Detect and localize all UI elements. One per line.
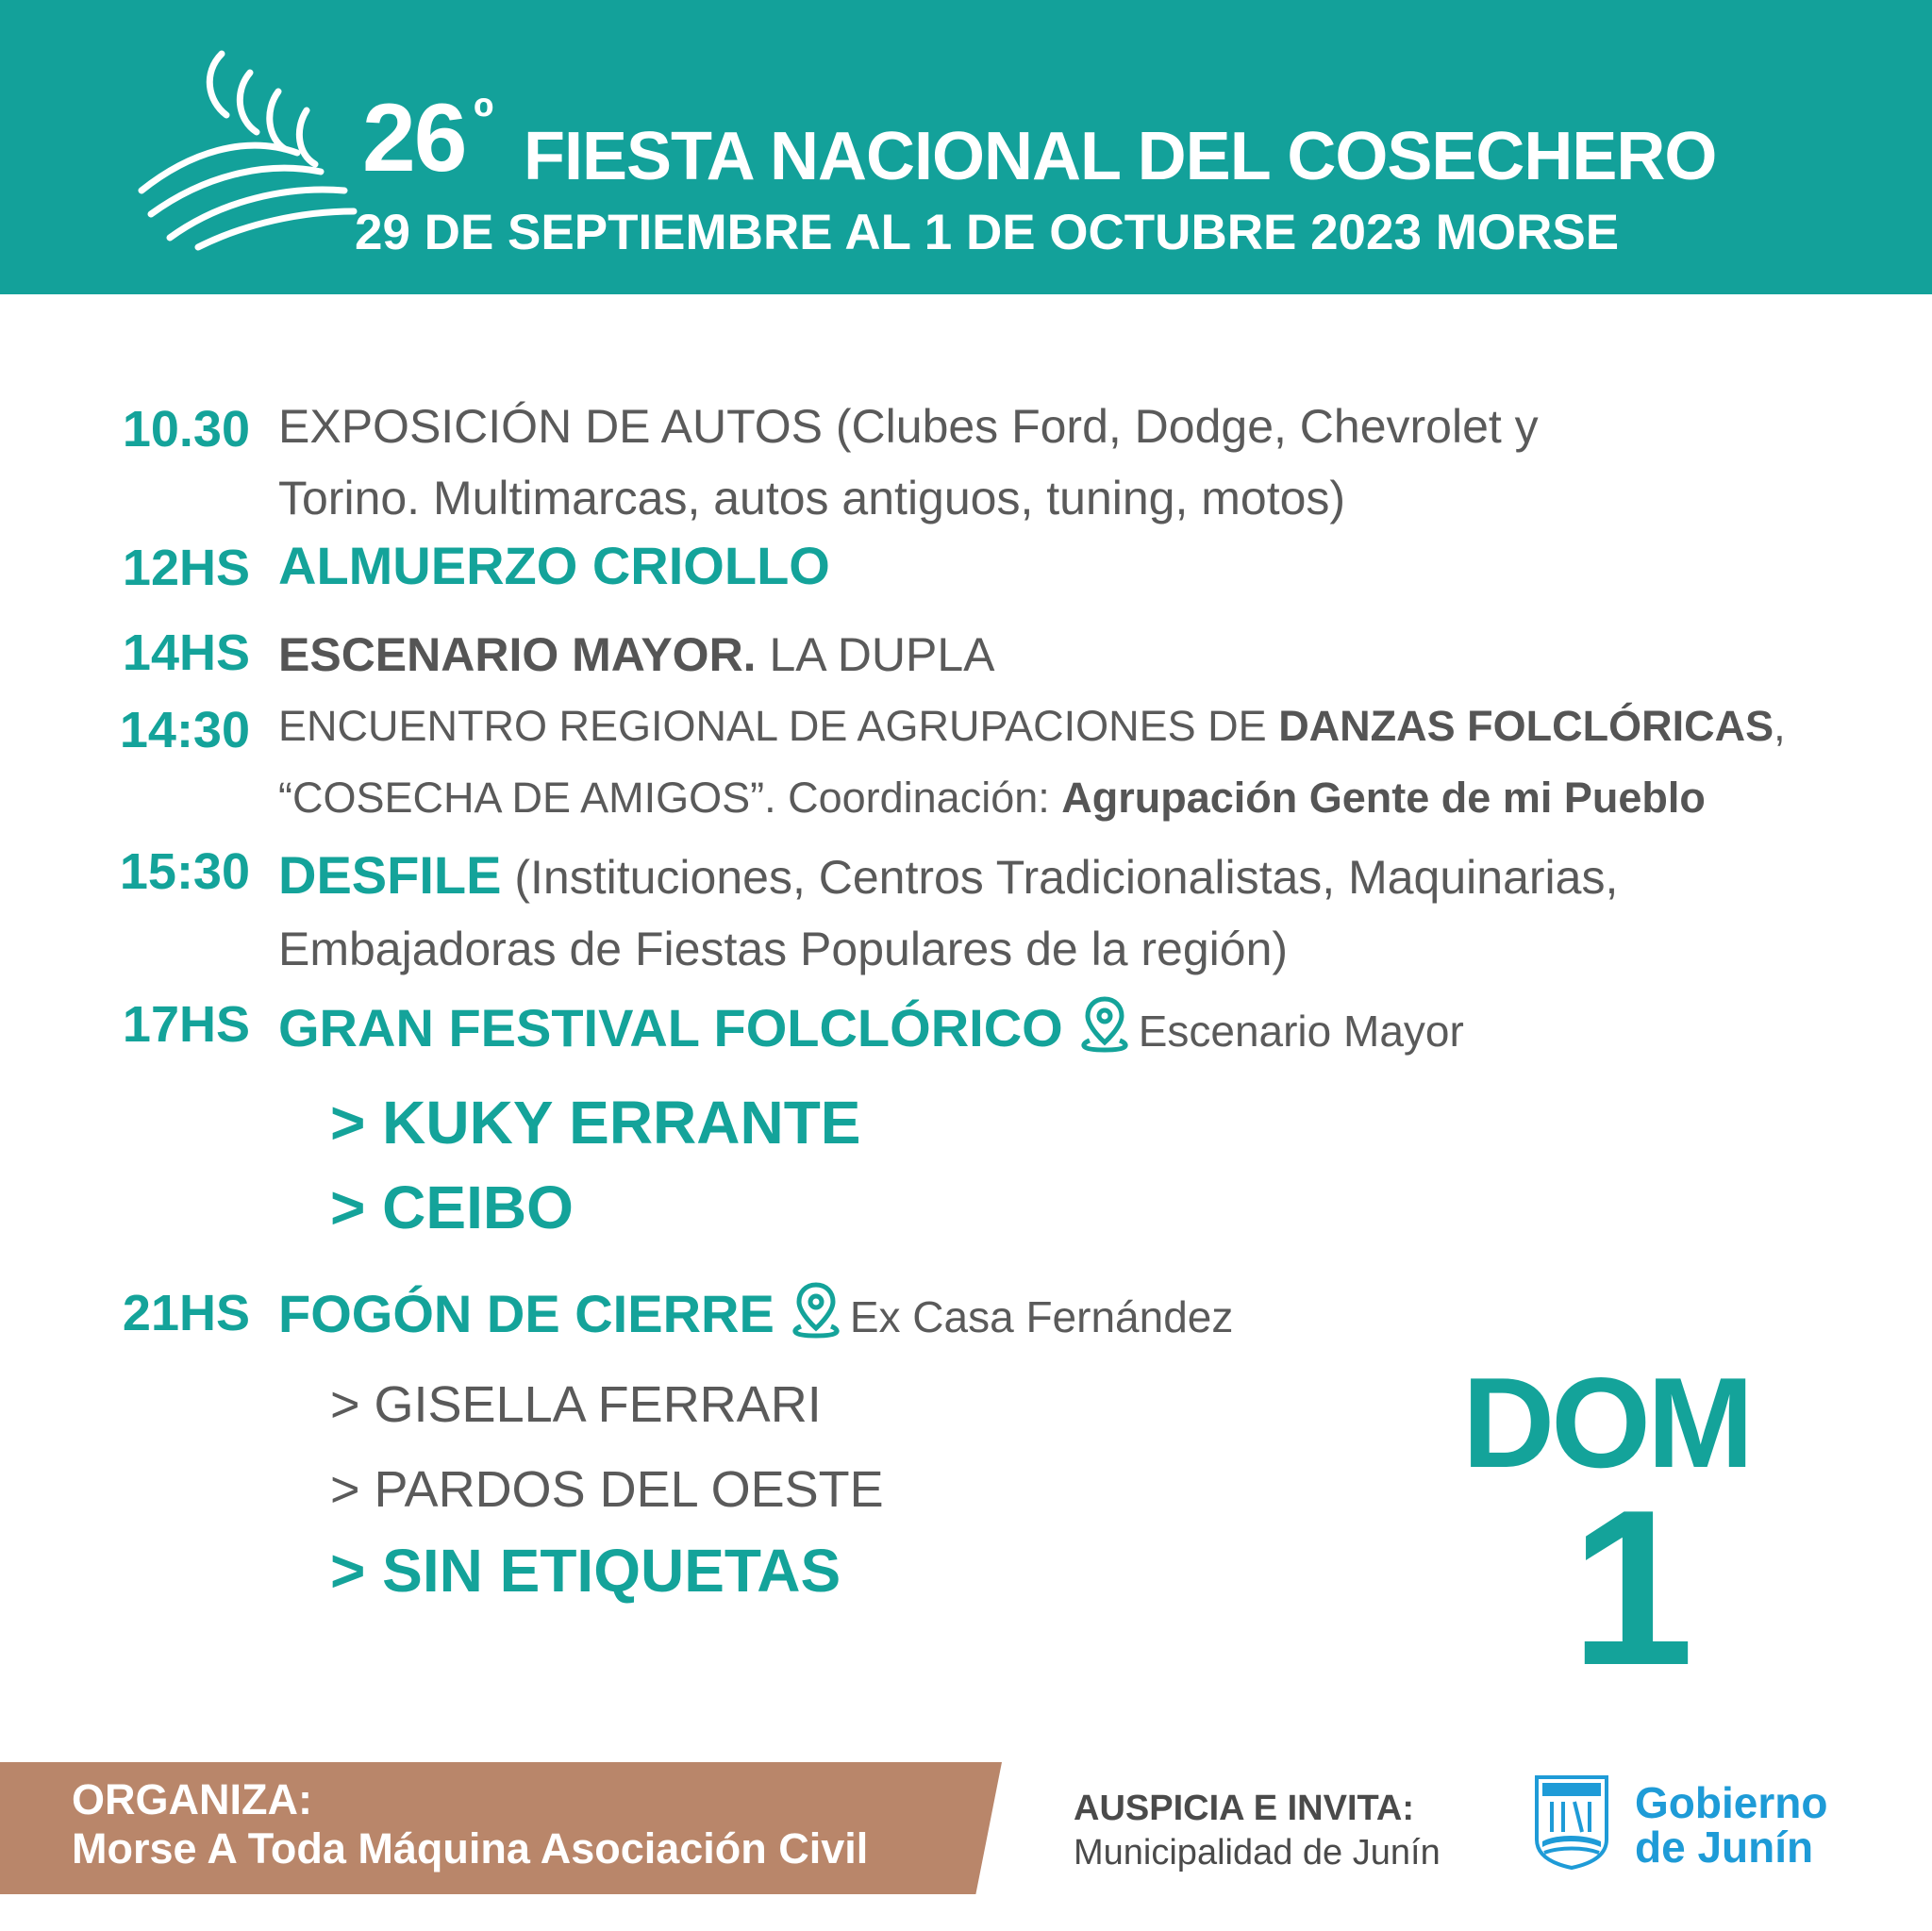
event-title: DESFILE [278, 845, 502, 905]
event-description [278, 391, 1539, 534]
act-item: > PARDOS DEL OESTE [330, 1461, 884, 1518]
event-description [278, 992, 1464, 1067]
header-banner [0, 0, 1932, 294]
edition-number: 26 [362, 84, 466, 191]
event-highlight: DANZAS FOLCLÓRICAS [1278, 702, 1774, 750]
event-title: FOGÓN DE CIERRE [278, 1284, 774, 1343]
time-21hs: 21HS [122, 1285, 250, 1341]
gov-logo-text: de Junín [1635, 1823, 1814, 1872]
event-text: ENCUENTRO REGIONAL DE AGRUPACIONES DE [278, 702, 1279, 750]
event-line: Embajadoras de Fiestas Populares de la región) [278, 923, 1289, 975]
event-highlight: Agrupación Gente de mi Pueblo [1061, 774, 1706, 822]
act-item: > CEIBO [330, 1174, 574, 1241]
event-location: Escenario Mayor [1138, 1007, 1464, 1056]
time-14hs: 14HS [122, 624, 250, 681]
event-line [278, 840, 1618, 913]
event-text: (Instituciones, Centros Tradicionalistas, Maquinarias, [501, 851, 1619, 904]
event-text: “COSECHA DE AMIGOS”. Coordinación: [278, 774, 1062, 822]
time-17hs: 17HS [122, 996, 250, 1053]
time-12hs: 12HS [122, 540, 250, 596]
event-description [278, 840, 1618, 985]
wheat-swoosh-logo [132, 49, 358, 252]
time-1430: 14:30 [119, 702, 250, 758]
event-title: ALMUERZO CRIOLLO [278, 536, 830, 595]
event-title: GRAN FESTIVAL FOLCLÓRICO [278, 998, 1063, 1057]
act-item: > KUKY ERRANTE [330, 1089, 861, 1157]
organizer-label: ORGANIZA: [72, 1775, 312, 1823]
event-detail: LA DUPLA [756, 628, 995, 681]
event-description [278, 530, 830, 604]
event-description [278, 619, 994, 691]
festival-dates: 29 DE SEPTIEMBRE AL 1 DE OCTUBRE 2023 MORSE [355, 205, 1620, 260]
event-line: EXPOSICIÓN DE AUTOS (Clubes Ford, Dodge, Chevrolet y [278, 400, 1539, 453]
day-name: DOM [1462, 1351, 1751, 1494]
event-title: ESCENARIO MAYOR. [278, 628, 757, 681]
gobierno-junin-logo [1533, 1773, 1610, 1870]
event-line [278, 762, 1786, 834]
sponsor-name: Municipalidad de Junín [1074, 1833, 1441, 1873]
location-pin-icon [1076, 995, 1133, 1054]
time-1530: 15:30 [119, 843, 250, 900]
act-item: > SIN ETIQUETAS [330, 1537, 841, 1605]
organizer-name: Morse A Toda Máquina Asociación Civil [72, 1824, 869, 1873]
act-item: > GISELLA FERRARI [330, 1376, 822, 1433]
festival-title: FIESTA NACIONAL DEL COSECHERO [524, 119, 1717, 194]
time-1030: 10.30 [122, 401, 250, 458]
event-description [278, 1278, 1233, 1353]
sponsor-label: AUSPICIA E INVITA: [1074, 1789, 1415, 1828]
edition-ordinal: º [474, 87, 494, 148]
event-line [278, 691, 1786, 762]
event-location: Ex Casa Fernández [849, 1292, 1234, 1341]
day-number: 1 [1571, 1463, 1694, 1711]
event-text: , [1774, 702, 1786, 750]
location-pin-icon [788, 1281, 844, 1340]
event-description [278, 691, 1786, 834]
gov-logo-text: Gobierno [1635, 1778, 1828, 1827]
event-line: Torino. Multimarcas, autos antiguos, tuning, motos) [278, 472, 1346, 524]
